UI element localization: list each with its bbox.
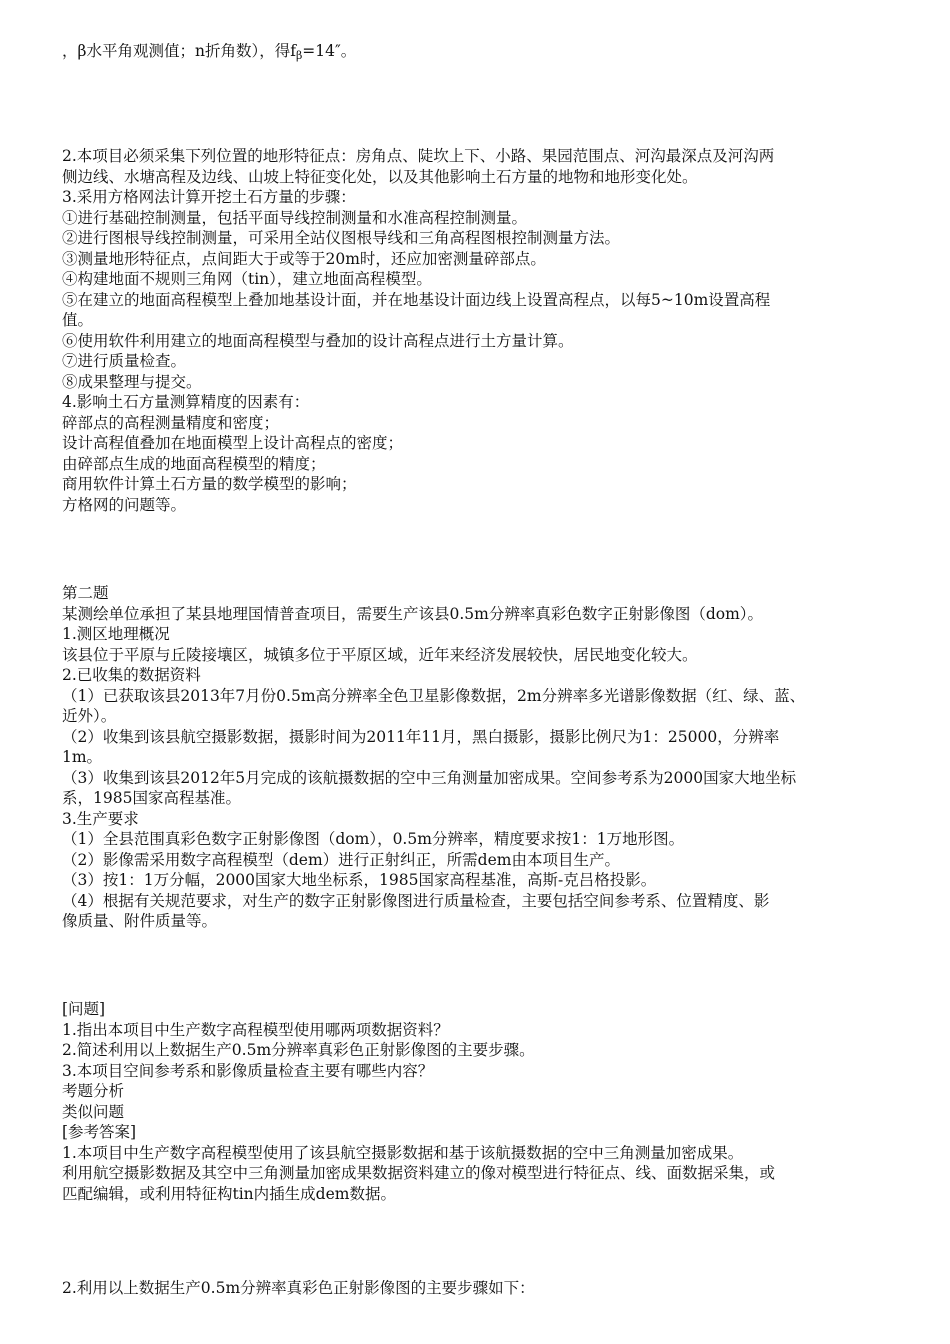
paragraph-line: 1.指出本项目中生产数字高程模型使用哪两项数据资料？ bbox=[62, 1020, 449, 1039]
paragraph-line: ⑥使用软件利用建立的地面高程模型与叠加的设计高程点进行土方量计算。 bbox=[62, 331, 574, 350]
question-2-block bbox=[62, 583, 805, 932]
section-heading: [问题] bbox=[62, 1000, 106, 1018]
paragraph-line: 近外）。 bbox=[62, 707, 117, 725]
section-heading: 第二题 bbox=[62, 584, 109, 602]
section-heading: 类似问题 bbox=[62, 1102, 125, 1121]
paragraph-line: 碎部点的高程测量精度和密度； bbox=[62, 413, 280, 432]
formula-fragment-line bbox=[62, 41, 356, 67]
paragraph-line: 2.利用以上数据生产0.5m分辨率真彩色正射影像图的主要步骤如下： bbox=[62, 1279, 535, 1297]
paragraph-line: 1m。 bbox=[62, 748, 103, 766]
paragraph-line: 3.生产要求 bbox=[62, 809, 139, 828]
answer-block-1 bbox=[62, 146, 774, 515]
paragraph-line: 匹配编辑，或利用特征构tin内插生成dem数据。 bbox=[62, 1184, 396, 1203]
section-heading: [参考答案] bbox=[62, 1123, 137, 1141]
paragraph-line: ⑦进行质量检查。 bbox=[62, 352, 187, 370]
paragraph-line: （3）收集到该县2012年5月完成的该航摄数据的空中三角测量加密成果。空间参考系为2000国家大地坐标 bbox=[62, 768, 797, 787]
paragraph-line: 方格网的问题等。 bbox=[62, 495, 187, 514]
paragraph-line: （2）影像需采用数字高程模型（dem）进行正射纠正，所需dem由本项目生产。 bbox=[62, 850, 620, 869]
paragraph-line: 商用软件计算土石方量的数学模型的影响； bbox=[62, 475, 357, 493]
paragraph-line: ⑤在建立的地面高程模型上叠加地基设计面，并在地基设计面边线上设置高程点，以每5~10m设置高程 bbox=[62, 290, 771, 309]
formula-subscript: β bbox=[295, 49, 303, 62]
paragraph-line: （4）根据有关规范要求，对生产的数字正射影像图进行质量检查，主要包括空间参考系、位置精度、影 bbox=[62, 891, 770, 910]
paragraph-line: ①进行基础控制测量，包括平面导线控制测量和水准高程控制测量。 bbox=[62, 208, 528, 227]
paragraph-line: 该县位于平原与丘陵接壤区，城镇多位于平原区域，近年来经济发展较快，居民地变化较大。 bbox=[62, 645, 698, 664]
paragraph-line: 侧边线、水塘高程及边线、山坡上特征变化处，以及其他影响土石方量的地物和地形变化处。 bbox=[62, 167, 698, 186]
section-heading: 考题分析 bbox=[62, 1082, 125, 1100]
paragraph-line: 系，1985国家高程基准。 bbox=[62, 789, 241, 807]
paragraph-line: 由碎部点生成的地面高程模型的精度； bbox=[62, 454, 326, 473]
paragraph-line: 利用航空摄影数据及其空中三角测量加密成果数据资料建立的像对模型进行特征点、线、面数据采集，或 bbox=[62, 1164, 776, 1182]
paragraph-line: （1）全县范围真彩色数字正射影像图（dom），0.5m分辨率，精度要求按1：1万地形图。 bbox=[62, 830, 685, 848]
paragraph-line: 2.简述利用以上数据生产0.5m分辨率真彩色正射影像图的主要步骤。 bbox=[62, 1041, 535, 1059]
paragraph-line: （3）按1：1万分幅，2000国家大地坐标系，1985国家高程基准，高斯-克吕格投影。 bbox=[62, 871, 657, 889]
tail-block bbox=[62, 1278, 535, 1299]
paragraph-line: 设计高程值叠加在地面模型上设计高程点的密度； bbox=[62, 434, 404, 452]
paragraph-line: 1.测区地理概况 bbox=[62, 625, 170, 643]
formula-prefix: ，β水平角观测值；n折角数），得f bbox=[62, 42, 296, 60]
paragraph-line: （2）收集到该县航空摄影数据，摄影时间为2011年11月，黑白摄影，摄影比例尺为1：25000，分辨率 bbox=[62, 727, 780, 746]
paragraph-line: 4.影响土石方量测算精度的因素有： bbox=[62, 393, 310, 411]
paragraph-line: ④构建地面不规则三角网（tin），建立地面高程模型。 bbox=[62, 270, 432, 288]
paragraph-line: ⑧成果整理与提交。 bbox=[62, 372, 202, 391]
paragraph-line: 2.已收集的数据资料 bbox=[62, 666, 201, 684]
paragraph-line: 值。 bbox=[62, 311, 94, 329]
paragraph-line: 1.本项目中生产数字高程模型使用了该县航空摄影数据和基于该航摄数据的空中三角测量加密成果。 bbox=[62, 1143, 744, 1162]
paragraph-line: 像质量、附件质量等。 bbox=[62, 912, 218, 930]
problems-block bbox=[62, 999, 775, 1204]
paragraph-line: ③测量地形特征点，点间距大于或等于20m时，还应加密测量碎部点。 bbox=[62, 249, 546, 268]
paragraph-line: （1）已获取该县2013年7月份0.5m高分辨率全色卫星影像数据，2m分辨率多光谱影像数据（红、绿、蓝、 bbox=[62, 686, 806, 705]
paragraph-line: 2.本项目必须采集下列位置的地形特征点：房角点、陡坎上下、小路、果园范围点、河沟最深点及河沟两 bbox=[62, 147, 775, 165]
paragraph-line: 某测绘单位承担了某县地理国情普查项目，需要生产该县0.5m分辨率真彩色数字正射影像图（dom）。 bbox=[62, 604, 764, 623]
formula-suffix: =14″。 bbox=[302, 42, 357, 60]
paragraph-line: 3.采用方格网法计算开挖土石方量的步骤： bbox=[62, 188, 356, 206]
paragraph-line: 3.本项目空间参考系和影像质量检查主要有哪些内容？ bbox=[62, 1061, 434, 1080]
paragraph-line: ②进行图根导线控制测量，可采用全站仪图根导线和三角高程图根控制测量方法。 bbox=[62, 229, 621, 247]
